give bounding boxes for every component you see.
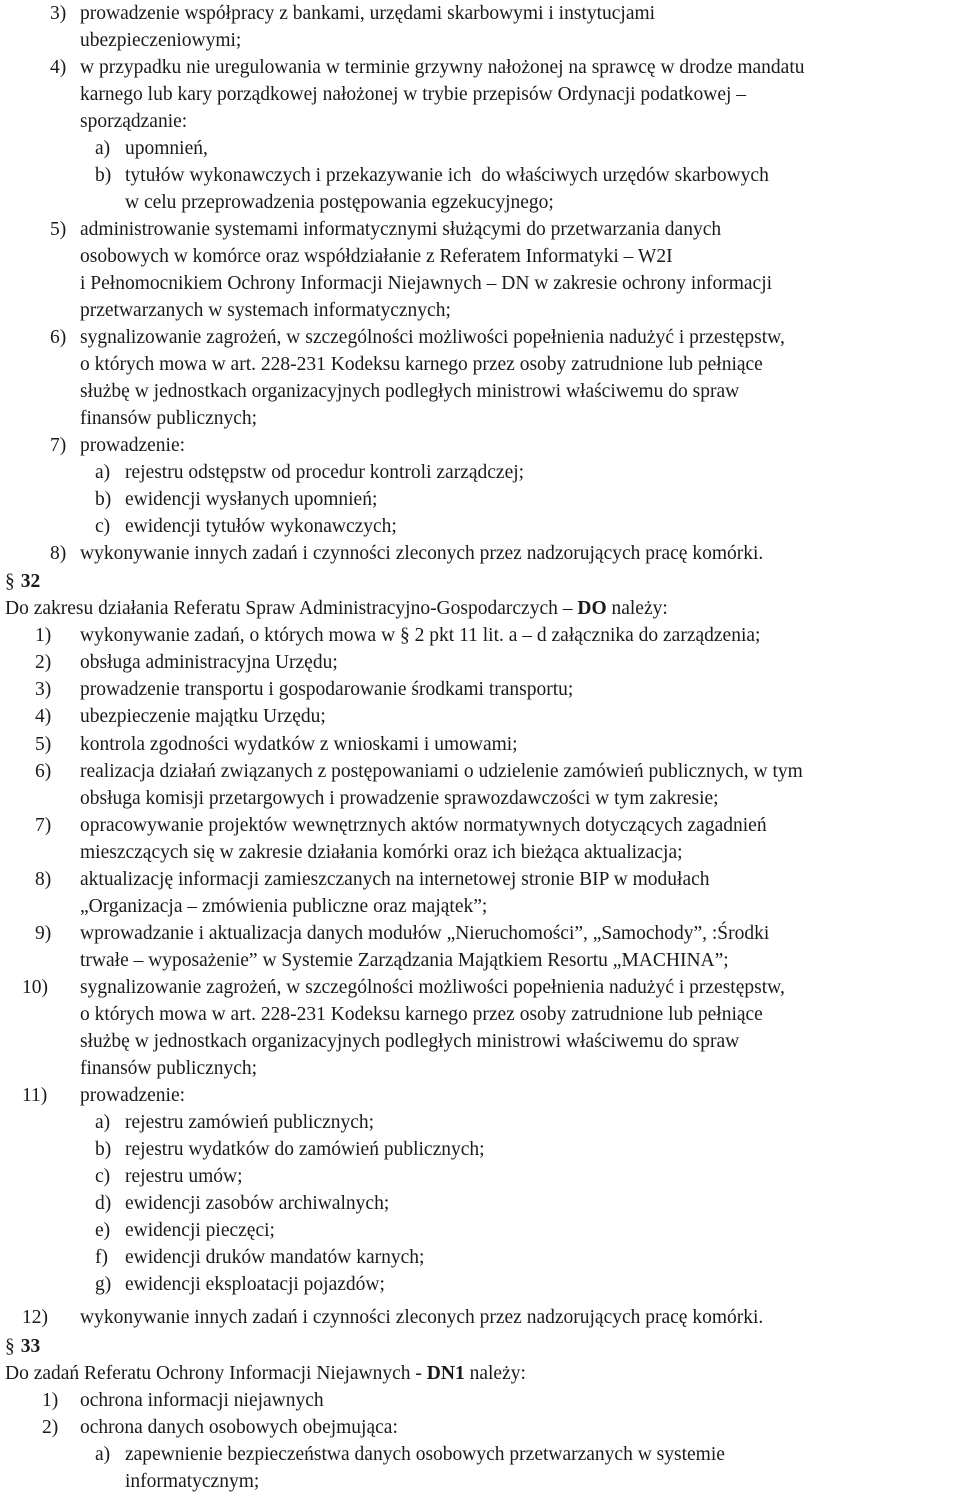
intro-text: należy: xyxy=(606,598,668,619)
item-text: służbę w jednostkach organizacyjnych podległych ministrowi właściwemu do spraw xyxy=(80,381,740,402)
item-text: sygnalizowanie zagrożeń, w szczególności możliwości popełnienia nadużyć i przestępstw, xyxy=(80,327,785,348)
item-number: 2) xyxy=(42,1417,59,1438)
item-letter: b) xyxy=(95,165,112,186)
item-text: zapewnienie bezpieczeństwa danych osobowych przetwarzanych w systemie xyxy=(125,1444,725,1465)
item-text: upomnień, xyxy=(125,138,208,159)
item-text: w przypadku nie uregulowania w terminie grzywny nałożonej na sprawcę w drodze mandatu xyxy=(80,57,805,78)
item-number: 12) xyxy=(22,1307,48,1328)
item-letter: b) xyxy=(95,489,112,510)
item-text: prowadzenie: xyxy=(80,435,186,456)
section-heading xyxy=(5,568,40,595)
item-text: służbę w jednostkach organizacyjnych podległych ministrowi właściwemu do spraw xyxy=(80,1031,740,1052)
item-text: o których mowa w art. 228-231 Kodeksu karnego przez osoby zatrudnione lub pełniące xyxy=(80,354,763,375)
unit-code: DO xyxy=(577,598,607,619)
item-text: kontrola zgodności wydatków z wnioskami i umowami; xyxy=(80,734,518,755)
intro-text: Do zadań Referatu Ochrony Informacji Niejawnych - xyxy=(5,1363,427,1384)
item-text: rejestru zamówień publicznych; xyxy=(125,1112,375,1133)
item-text: ewidencji eksploatacji pojazdów; xyxy=(125,1274,385,1295)
item-text: ewidencji tytułów wykonawczych; xyxy=(125,516,397,537)
item-number: 10) xyxy=(22,977,48,998)
item-text: rejestru odstępstw od procedur kontroli zarządczej; xyxy=(125,462,525,483)
item-text: prowadzenie transportu i gospodarowanie środkami transportu; xyxy=(80,679,574,700)
item-text: obsługa administracyjna Urzędu; xyxy=(80,652,338,673)
item-number: 6) xyxy=(50,327,67,348)
item-number: 7) xyxy=(35,815,52,836)
item-text: ochrona danych osobowych obejmująca: xyxy=(80,1417,398,1438)
section-heading xyxy=(5,1333,40,1360)
item-text: wprowadzanie i aktualizacja danych modułów „Nieruchomości”, „Samochody”, :Środki xyxy=(80,923,770,944)
item-text: osobowych w komórce oraz współdziałanie z Referatem Informatyki ‒ W2I xyxy=(80,246,673,267)
intro-text: Do zakresu działania Referatu Spraw Administracyjno-Gospodarczych ‒ xyxy=(5,598,578,619)
item-text: administrowanie systemami informatycznymi służącymi do przetwarzania danych xyxy=(80,219,722,240)
item-text: karnego lub kary porządkowej nałożonej w trybie przepisów Ordynacji podatkowej ‒ xyxy=(80,84,747,105)
item-number: 8) xyxy=(35,869,52,890)
item-text: ubezpieczenie majątku Urzędu; xyxy=(80,706,326,727)
item-number: 11) xyxy=(22,1085,48,1106)
item-text: przetwarzanych w systemach informatycznych; xyxy=(80,300,451,321)
item-text: aktualizację informacji zamieszczanych na internetowej stronie BIP w modułach xyxy=(80,869,710,890)
item-number: 1) xyxy=(35,625,52,646)
item-number: 8) xyxy=(50,543,67,564)
item-number: 7) xyxy=(50,435,67,456)
item-text: „Organizacja ‒ zmówienia publiczne oraz majątek”; xyxy=(80,896,488,917)
item-text: prowadzenie współpracy z bankami, urzędami skarbowymi i instytucjami xyxy=(80,3,656,24)
item-text: sygnalizowanie zagrożeń, w szczególności możliwości popełnienia nadużyć i przestępstw, xyxy=(80,977,785,998)
item-number: 6) xyxy=(35,761,52,782)
item-text: ewidencji pieczęci; xyxy=(125,1220,275,1241)
item-text: finansów publicznych; xyxy=(80,408,258,429)
item-text: sporządzanie: xyxy=(80,111,188,132)
item-text: w celu przeprowadzenia postępowania egzekucyjnego; xyxy=(125,192,554,213)
item-number: 2) xyxy=(35,652,52,673)
item-letter: e) xyxy=(95,1220,111,1241)
unit-code: DN1 xyxy=(426,1363,465,1384)
item-text: prowadzenie: xyxy=(80,1085,186,1106)
section-intro xyxy=(5,1360,526,1387)
section-sign: § xyxy=(5,571,15,592)
section-intro xyxy=(5,595,668,622)
item-number: 3) xyxy=(50,3,67,24)
item-text: i Pełnomocnikiem Ochrony Informacji Niejawnych ‒ DN w zakresie ochrony informacji xyxy=(80,273,773,294)
item-text: rejestru wydatków do zamówień publicznych; xyxy=(125,1139,485,1160)
item-number: 1) xyxy=(42,1390,59,1411)
item-text: ewidencji wysłanych upomnień; xyxy=(125,489,378,510)
item-text: finansów publicznych; xyxy=(80,1058,258,1079)
item-text: rejestru umów; xyxy=(125,1166,243,1187)
item-text: ochrona informacji niejawnych xyxy=(80,1390,324,1411)
item-text: mieszczących się w zakresie działania komórki oraz ich bieżąca aktualizacja; xyxy=(80,842,683,863)
item-text: trwałe ‒ wyposażenie” w Systemie Zarządzania Majątkiem Resortu „MACHINA”; xyxy=(80,950,729,971)
intro-text: należy: xyxy=(464,1363,526,1384)
item-letter: b) xyxy=(95,1139,112,1160)
item-text: ewidencji druków mandatów karnych; xyxy=(125,1247,425,1268)
item-text: tytułów wykonawczych i przekazywanie ich do właściwych urzędów skarbowych xyxy=(125,165,769,186)
item-letter: a) xyxy=(95,138,111,159)
item-text: wykonywanie innych zadań i czynności zleconych przez nadzorujących pracę komórki. xyxy=(80,543,764,564)
section-sign: § xyxy=(5,1336,15,1357)
item-text: obsługa komisji przetargowych i prowadzenie sprawozdawczości w tym zakresie; xyxy=(80,788,719,809)
section-number: 33 xyxy=(20,1336,41,1357)
item-text: realizacja działań związanych z postępowaniami o udzielenie zamówień publicznych, w tym xyxy=(80,761,803,782)
item-text: wykonywanie zadań, o których mowa w § 2 pkt 11 lit. a ‒ d załącznika do zarządzenia; xyxy=(80,625,761,646)
item-letter: a) xyxy=(95,1112,111,1133)
item-letter: d) xyxy=(95,1193,112,1214)
item-text: ewidencji zasobów archiwalnych; xyxy=(125,1193,390,1214)
item-letter: c) xyxy=(95,1166,111,1187)
item-text: informatycznym; xyxy=(125,1471,260,1492)
item-text: o których mowa w art. 228-231 Kodeksu karnego przez osoby zatrudnione lub pełniące xyxy=(80,1004,763,1025)
item-letter: g) xyxy=(95,1274,112,1295)
item-text: wykonywanie innych zadań i czynności zleconych przez nadzorujących pracę komórki. xyxy=(80,1307,764,1328)
section-number: 32 xyxy=(20,571,41,592)
item-number: 4) xyxy=(35,706,52,727)
item-number: 9) xyxy=(35,923,52,944)
item-letter: c) xyxy=(95,516,111,537)
item-number: 4) xyxy=(50,57,67,78)
item-number: 5) xyxy=(50,219,67,240)
item-letter: f) xyxy=(95,1247,108,1268)
item-text: ubezpieczeniowymi; xyxy=(80,30,242,51)
item-number: 5) xyxy=(35,734,52,755)
item-text: opracowywanie projektów wewnętrznych aktów normatywnych dotyczących zagadnień xyxy=(80,815,767,836)
item-letter: a) xyxy=(95,462,111,483)
item-number: 3) xyxy=(35,679,52,700)
item-letter: a) xyxy=(95,1444,111,1465)
